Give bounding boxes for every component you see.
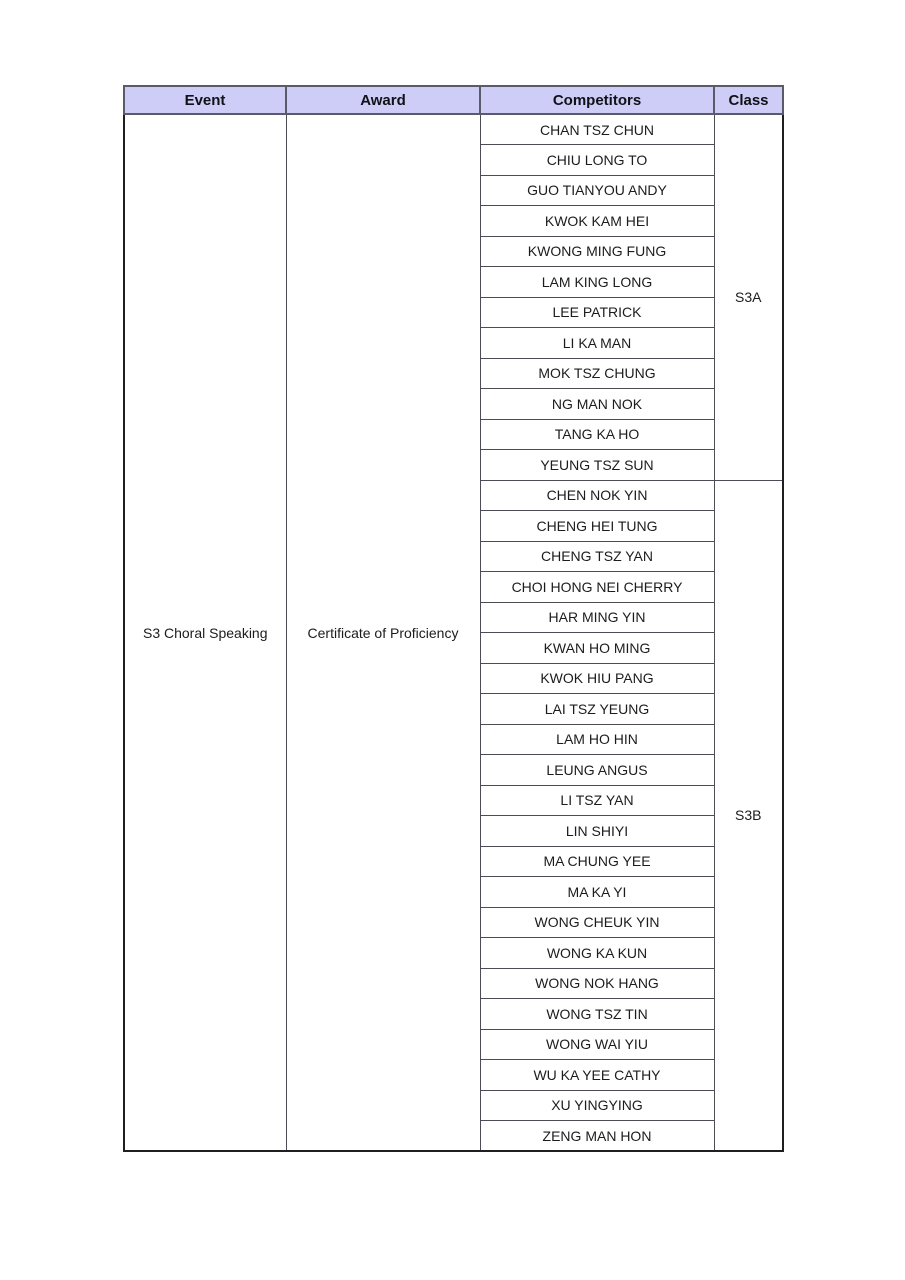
competitor-name: CHENG TSZ YAN: [480, 541, 714, 572]
competitor-name: MA KA YI: [480, 877, 714, 908]
competitor-name: CHENG HEI TUNG: [480, 511, 714, 542]
competitor-name: ZENG MAN HON: [480, 1121, 714, 1152]
competitor-name: KWOK KAM HEI: [480, 206, 714, 237]
competitor-name: MOK TSZ CHUNG: [480, 358, 714, 389]
competitor-name: KWOK HIU PANG: [480, 663, 714, 694]
competitor-name: YEUNG TSZ SUN: [480, 450, 714, 481]
competitor-name: TANG KA HO: [480, 419, 714, 450]
header-event: Event: [124, 86, 286, 114]
competitor-row: [124, 114, 783, 145]
event-cell: S3 Choral Speaking: [124, 114, 286, 1151]
awards-table: [123, 85, 784, 1152]
competitor-name: LEE PATRICK: [480, 297, 714, 328]
competitor-name: LAI TSZ YEUNG: [480, 694, 714, 725]
header-award: Award: [286, 86, 480, 114]
competitor-name: XU YINGYING: [480, 1090, 714, 1121]
competitor-name: LEUNG ANGUS: [480, 755, 714, 786]
competitor-name: WONG TSZ TIN: [480, 999, 714, 1030]
competitor-name: WONG KA KUN: [480, 938, 714, 969]
class-cell: S3B: [714, 480, 783, 1151]
class-cell: S3A: [714, 114, 783, 480]
competitor-name: HAR MING YIN: [480, 602, 714, 633]
competitor-name: NG MAN NOK: [480, 389, 714, 420]
competitor-name: LAM KING LONG: [480, 267, 714, 298]
competitor-name: WONG CHEUK YIN: [480, 907, 714, 938]
competitor-name: WONG NOK HANG: [480, 968, 714, 999]
header-row: [124, 86, 783, 114]
competitor-name: LI TSZ YAN: [480, 785, 714, 816]
competitor-name: CHOI HONG NEI CHERRY: [480, 572, 714, 603]
competitor-name: GUO TIANYOU ANDY: [480, 175, 714, 206]
competitor-name: CHIU LONG TO: [480, 145, 714, 176]
award-cell: Certificate of Proficiency: [286, 114, 480, 1151]
header-class: Class: [714, 86, 783, 114]
competitor-name: LAM HO HIN: [480, 724, 714, 755]
competitor-name: LIN SHIYI: [480, 816, 714, 847]
header-competitors: Competitors: [480, 86, 714, 114]
competitor-name: KWONG MING FUNG: [480, 236, 714, 267]
competitor-name: KWAN HO MING: [480, 633, 714, 664]
competitor-name: MA CHUNG YEE: [480, 846, 714, 877]
competitor-name: LI KA MAN: [480, 328, 714, 359]
competitor-name: CHAN TSZ CHUN: [480, 114, 714, 145]
competitor-name: CHEN NOK YIN: [480, 480, 714, 511]
competitor-name: WONG WAI YIU: [480, 1029, 714, 1060]
competitor-name: WU KA YEE CATHY: [480, 1060, 714, 1091]
